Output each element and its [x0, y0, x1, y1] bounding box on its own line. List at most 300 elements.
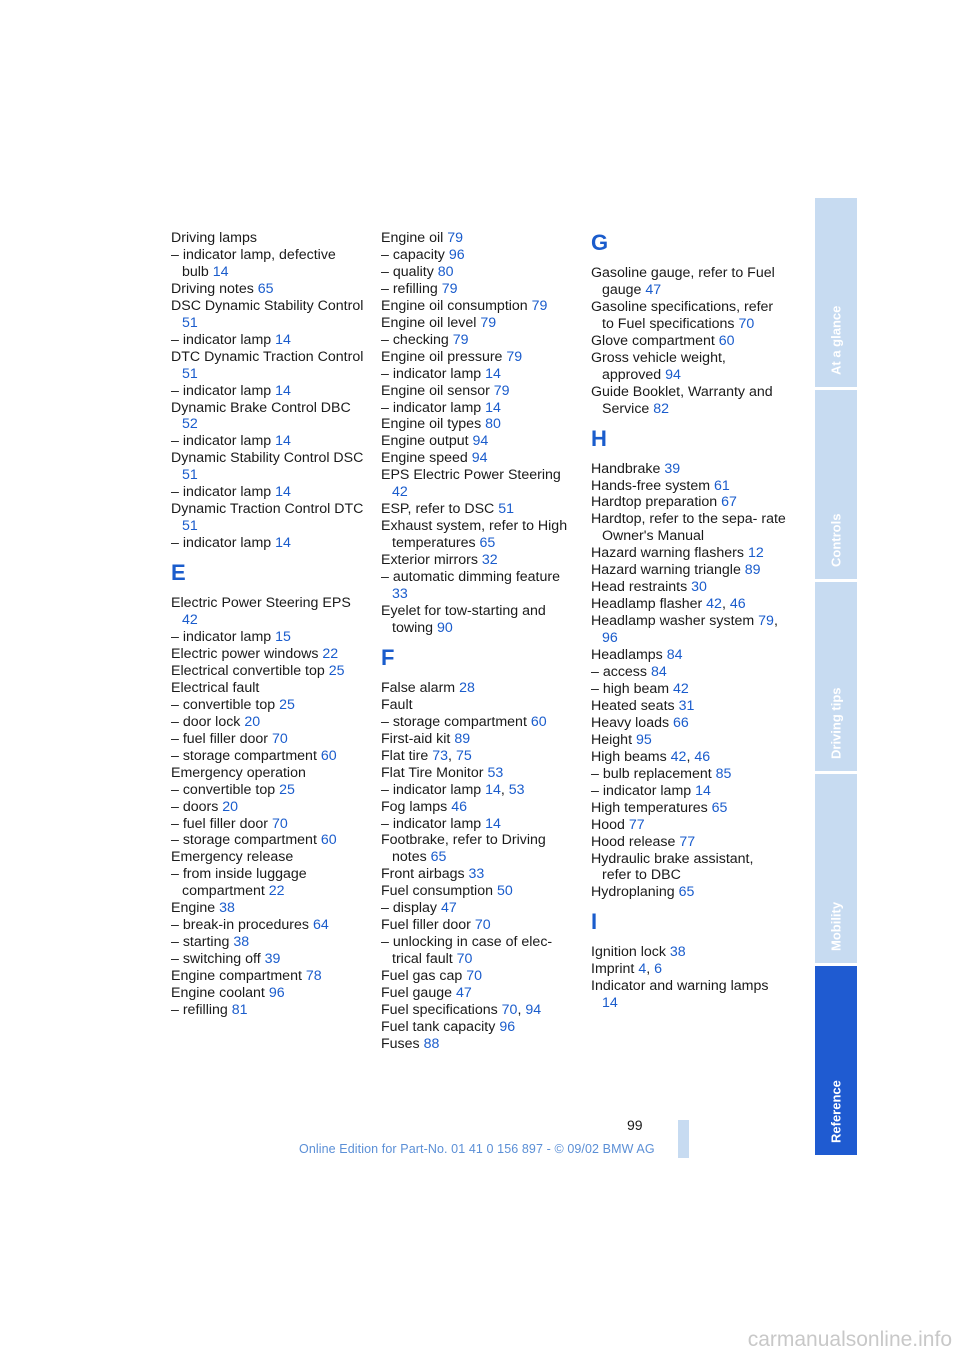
page-reference-link[interactable]: 96	[268, 985, 285, 1002]
index-entry	[381, 765, 576, 782]
page-reference-link[interactable]: 73	[432, 747, 449, 764]
index-entry	[171, 968, 366, 985]
index-subentry	[381, 247, 576, 264]
index-subentry	[171, 951, 366, 968]
index-subentry	[381, 714, 576, 731]
index-subentry	[171, 782, 366, 799]
tab-mobility[interactable]	[815, 774, 857, 963]
page-reference-link[interactable]: 75	[455, 747, 472, 764]
index-subentry	[171, 816, 366, 833]
entry-text: Fuel tank capacity	[381, 1018, 496, 1035]
page-reference-link[interactable]: 38	[233, 934, 250, 951]
index-entry	[171, 765, 366, 782]
entry-text: – indicator lamp	[591, 782, 692, 799]
entry-text: – indicator lamp	[171, 331, 272, 348]
page-reference-link[interactable]: 65	[678, 884, 695, 901]
page-reference-link[interactable]: 79	[758, 613, 774, 630]
entry-text: Exterior mirrors	[381, 552, 478, 569]
entry-text: ESP, refer to DSC	[381, 501, 495, 518]
page-reference-link[interactable]: 94	[525, 1001, 542, 1018]
index-entry	[591, 350, 786, 384]
index-entry	[171, 900, 366, 917]
page-reference-link[interactable]: 80	[437, 263, 454, 280]
watermark: carmanualsonline.info	[747, 1328, 952, 1351]
page-reference-link[interactable]: 70	[271, 730, 288, 747]
page-reference-link[interactable]: 22	[268, 883, 285, 900]
entry-text: – unlocking in case of elec- trical fault	[381, 934, 553, 968]
page-reference-link[interactable]: 70	[738, 315, 755, 332]
page-number-bar	[678, 1120, 689, 1158]
entry-text: – switching off	[171, 951, 261, 968]
index-entry	[381, 917, 576, 934]
page-reference-link[interactable]: 53	[508, 781, 525, 798]
entry-text: Engine oil pressure	[381, 348, 503, 365]
index-entry	[591, 494, 786, 511]
entry-text: – indicator lamp	[171, 382, 272, 399]
page-reference-link[interactable]: 79	[493, 382, 510, 399]
page-reference-link[interactable]: 79	[447, 230, 464, 246]
entry-text: Emergency operation	[171, 764, 306, 781]
index-subentry	[381, 366, 576, 383]
index-subentry	[171, 917, 366, 934]
index-subentry	[171, 714, 366, 731]
page-reference-link[interactable]: 51	[182, 518, 198, 535]
entry-text: Headlamp washer system	[591, 613, 755, 630]
entry-text: Imprint	[591, 961, 635, 978]
index-entry	[171, 230, 366, 247]
page-reference-link[interactable]: 65	[430, 849, 447, 866]
page-reference-link[interactable]: 14	[275, 331, 291, 348]
entry-text: – display	[381, 900, 437, 917]
entry-text: Hands-free system	[591, 477, 711, 494]
page-reference-link[interactable]: 65	[479, 535, 496, 552]
page-reference-link[interactable]: 14	[485, 365, 501, 382]
index-subentry	[381, 400, 576, 417]
page-reference-link[interactable]: 25	[279, 781, 295, 798]
page-reference-link[interactable]: 20	[222, 798, 239, 815]
entry-text: Hardtop preparation	[591, 494, 718, 511]
tab-label: At a glance	[828, 305, 844, 375]
index-subentry: – indicator lamp 14, 53	[381, 781, 525, 798]
page-reference-link[interactable]: 60	[320, 832, 337, 849]
page-reference-link[interactable]: 46	[451, 798, 467, 815]
index-entry	[381, 832, 576, 866]
index-entry	[381, 866, 576, 883]
page-reference-link[interactable]: 4	[638, 961, 647, 978]
index-entry	[171, 450, 366, 484]
tab-driving-tips[interactable]	[815, 582, 857, 771]
index-subentry	[381, 900, 576, 917]
entry-text: – convertible top	[171, 696, 276, 713]
page-reference-link[interactable]: 89	[454, 730, 471, 747]
index-letter-heading: G	[591, 230, 609, 255]
entry-text: – indicator lamp	[381, 781, 482, 798]
entry-text: Heated seats	[591, 697, 675, 714]
index-entry	[171, 849, 366, 866]
index-entry	[381, 1019, 576, 1036]
entry-text: Driving notes	[171, 280, 254, 297]
entry-text: Engine oil types	[381, 416, 482, 433]
page-reference-link[interactable]: 51	[182, 467, 198, 484]
entry-text: – access	[591, 664, 647, 681]
index-entry	[591, 384, 786, 418]
entry-text: – automatic dimming feature	[381, 569, 561, 586]
entry-text: Flat Tire Monitor	[381, 764, 484, 781]
entry-text: Gasoline gauge, refer to Fuel gauge	[591, 265, 775, 298]
entry-text: – indicator lamp, defective bulb	[171, 246, 336, 280]
tab-label: Controls	[828, 513, 844, 567]
page-reference-link[interactable]: 25	[279, 696, 295, 713]
page-reference-link[interactable]: 78	[305, 968, 322, 985]
entry-text: Driving lamps	[171, 230, 257, 246]
index-entry	[381, 1036, 576, 1053]
index-entry	[591, 545, 786, 562]
index-subentry	[381, 264, 576, 281]
index-entry	[381, 501, 576, 518]
tab-label: Reference	[828, 1080, 844, 1143]
page-reference-link[interactable]: 90	[436, 619, 453, 636]
entry-text: – starting	[171, 934, 230, 951]
page-reference-link[interactable]: 77	[679, 833, 696, 850]
page-reference-link[interactable]: 52	[182, 416, 198, 433]
page-reference-link[interactable]: 14	[212, 263, 229, 280]
entry-text: High beams	[591, 748, 667, 765]
page-reference-link[interactable]: 64	[312, 917, 329, 934]
index-subentry	[171, 866, 366, 900]
entry-text: – indicator lamp	[171, 433, 272, 450]
index-subentry	[381, 816, 576, 833]
page-reference-link[interactable]: 79	[506, 348, 523, 365]
index-entry	[381, 799, 576, 816]
entry-text: Fuel gas cap	[381, 968, 463, 985]
page-reference-link[interactable]: 84	[650, 664, 667, 681]
page-reference-link[interactable]: 38	[219, 900, 235, 917]
tab-controls[interactable]	[815, 390, 857, 579]
page-reference-link[interactable]: 47	[440, 900, 457, 917]
page-reference-link[interactable]: 81	[231, 1001, 248, 1018]
entry-text: – indicator lamp	[381, 815, 482, 832]
page-reference-link[interactable]: 53	[487, 764, 504, 781]
entry-text: Hood	[591, 816, 625, 833]
index-entry	[381, 518, 576, 552]
entry-text: Gasoline specifications, refer to Fuel specifications	[591, 298, 774, 332]
entry-text: Hardtop, refer to the sepa- rate Owner's Manual	[591, 511, 786, 545]
page-reference-link[interactable]: 14	[602, 995, 618, 1012]
page-reference-link[interactable]: 61	[714, 477, 730, 494]
entry-text: Engine coolant	[171, 985, 265, 1002]
page-reference-link[interactable]: 39	[664, 460, 681, 477]
index-entry	[381, 230, 576, 247]
index-entry	[381, 383, 576, 400]
index-entry	[381, 416, 576, 433]
entry-text: First-aid kit	[381, 730, 451, 747]
entry-text: Footbrake, refer to Driving notes	[381, 832, 546, 866]
page-reference-link[interactable]: 65	[711, 799, 728, 816]
index-subentry	[381, 569, 576, 603]
page-reference-link[interactable]: 14	[275, 433, 291, 450]
page-reference-link[interactable]: 60	[530, 713, 547, 730]
index-subentry	[171, 832, 366, 849]
index-subentry	[171, 383, 366, 400]
page-reference-link[interactable]: 12	[747, 545, 764, 562]
page-reference-link[interactable]: 33	[468, 866, 485, 883]
index-entry	[171, 349, 366, 383]
index-entry	[381, 552, 576, 569]
index-entry	[591, 265, 786, 299]
entry-text: Hazard warning flashers	[591, 545, 744, 562]
page-reference-link[interactable]: 42	[670, 748, 687, 765]
entry-text: – refilling	[381, 280, 438, 297]
page-reference-link[interactable]: 50	[496, 883, 513, 900]
page-reference-link[interactable]: 42	[673, 680, 689, 697]
entry-text: Engine	[171, 900, 216, 917]
page-reference-link[interactable]: 70	[271, 815, 288, 832]
page-reference-link[interactable]: 33	[392, 586, 408, 603]
index-entry	[171, 501, 366, 535]
entry-text: False alarm	[381, 679, 456, 696]
footer-text: Online Edition for Part-No. 01 41 0 156 897 - © 09/02 BMW AG	[299, 1142, 655, 1156]
tab-reference[interactable]	[815, 966, 857, 1155]
page-reference-link[interactable]: 96	[499, 1018, 516, 1035]
index-entry	[591, 884, 786, 901]
entry-text: Electric power windows	[171, 645, 319, 662]
entry-text: Hydraulic brake assistant, refer to DBC	[591, 850, 754, 884]
index-entry	[591, 511, 786, 545]
page-reference-link[interactable]: 80	[485, 416, 501, 433]
tab-label: Driving tips	[828, 687, 844, 759]
entry-text: – storage compartment	[381, 713, 527, 730]
page-reference-link[interactable]: 85	[715, 765, 732, 782]
page-reference-link[interactable]: 25	[328, 662, 345, 679]
index-entry	[381, 433, 576, 450]
entry-text: Engine oil consumption	[381, 297, 528, 314]
entry-text: – bulb replacement	[591, 765, 712, 782]
entry-text: Hydroplaning	[591, 884, 675, 901]
tab-at-a-glance[interactable]	[815, 198, 857, 387]
page-reference-link[interactable]: 39	[264, 951, 281, 968]
page-reference-link[interactable]: 42	[706, 596, 722, 613]
entry-text: Engine compartment	[171, 968, 302, 985]
index-entry	[591, 478, 786, 495]
page-reference-link[interactable]: 46	[729, 596, 746, 613]
entry-text: Glove compartment	[591, 332, 715, 349]
index-entry: Headlamp washer system 79, 96	[591, 613, 778, 647]
index-subentry	[591, 783, 786, 800]
index-entry	[171, 298, 366, 332]
page-reference-link[interactable]: 51	[182, 314, 198, 331]
page-reference-link[interactable]: 94	[665, 366, 681, 383]
entry-text: Engine oil	[381, 230, 444, 246]
entry-text: High temperatures	[591, 799, 708, 816]
index-entry	[171, 281, 366, 298]
index-entry	[591, 647, 786, 664]
page-reference-link[interactable]: 95	[635, 731, 652, 748]
index-subentry	[171, 731, 366, 748]
index-entry	[381, 349, 576, 366]
entry-text: – indicator lamp	[171, 535, 272, 552]
page-reference-link[interactable]: 96	[448, 246, 465, 263]
section-tabs	[815, 198, 857, 1158]
index-entry	[381, 697, 576, 714]
page-reference-link[interactable]: 89	[744, 562, 761, 579]
page-reference-link[interactable]: 79	[441, 280, 458, 297]
entry-text: – capacity	[381, 246, 445, 263]
entry-text: Dynamic Traction Control DTC	[171, 501, 364, 518]
page-reference-link[interactable]: 14	[275, 484, 291, 501]
index-entry: Headlamp flasher 42, 46	[591, 596, 746, 613]
entry-text: – indicator lamp	[171, 629, 272, 646]
page-reference-link[interactable]: 79	[452, 331, 469, 348]
entry-text: Hazard warning triangle	[591, 562, 741, 579]
page-reference-link[interactable]: 70	[466, 968, 482, 985]
entry-text: Fuses	[381, 1035, 420, 1052]
entry-text: Headlamps	[591, 647, 663, 664]
index-entry	[171, 985, 366, 1002]
index-entry: Fuel specifications 70, 94	[381, 1001, 542, 1018]
index-entry	[171, 680, 366, 697]
entry-text: – break-in procedures	[171, 917, 310, 934]
entry-text: – storage compartment	[171, 832, 317, 849]
entry-text: – doors	[171, 798, 219, 815]
index-column-2	[381, 230, 576, 1053]
index-subentry	[171, 799, 366, 816]
index-entry	[171, 595, 366, 629]
page-reference-link[interactable]: 51	[182, 365, 198, 382]
entry-text: Guide Booklet, Warranty and Service	[591, 383, 773, 417]
page-reference-link[interactable]: 42	[182, 612, 198, 629]
index-entry	[591, 333, 786, 350]
entry-text: – quality	[381, 263, 434, 280]
entry-text: – fuel filler door	[171, 815, 268, 832]
index-entry	[591, 800, 786, 817]
page-reference-link[interactable]: 14	[695, 782, 711, 799]
index-entry	[381, 680, 576, 697]
page-reference-link[interactable]: 65	[257, 280, 274, 297]
page-reference-link[interactable]: 47	[455, 985, 472, 1002]
page-reference-link[interactable]: 70	[474, 917, 491, 934]
page-reference-link[interactable]: 94	[472, 433, 489, 450]
page-reference-link[interactable]: 47	[645, 281, 662, 298]
entry-text: Dynamic Stability Control DSC	[171, 450, 364, 467]
page-reference-link[interactable]: 28	[459, 679, 475, 696]
entry-text: DTC Dynamic Traction Control	[171, 348, 364, 365]
page-reference-link[interactable]: 46	[694, 748, 711, 765]
index-entry	[591, 978, 786, 1012]
entry-text: Engine oil sensor	[381, 382, 490, 399]
page-reference-link[interactable]: 14	[485, 815, 501, 832]
page-reference-link[interactable]: 6	[654, 961, 662, 978]
entry-text: – indicator lamp	[171, 484, 272, 501]
page-reference-link[interactable]: 20	[244, 713, 261, 730]
index-entry	[591, 562, 786, 579]
page-reference-link[interactable]: 32	[481, 552, 498, 569]
entry-text: Height	[591, 731, 633, 748]
page-reference-link[interactable]: 79	[480, 314, 497, 331]
entry-text: Fuel specifications	[381, 1001, 498, 1018]
index-entry	[591, 698, 786, 715]
page-reference-link[interactable]: 31	[678, 697, 695, 714]
entry-text: Front airbags	[381, 866, 465, 883]
index-entry	[381, 467, 576, 501]
page-reference-link[interactable]: 79	[531, 297, 548, 314]
entry-text: Fog lamps	[381, 798, 448, 815]
index-entry	[591, 944, 786, 961]
index-subentry	[171, 247, 366, 281]
page-reference-link[interactable]: 84	[666, 647, 683, 664]
entry-text: Hood release	[591, 833, 676, 850]
entry-text: – storage compartment	[171, 747, 317, 764]
page-reference-link[interactable]: 66	[673, 714, 689, 731]
index-column-1	[171, 230, 366, 1019]
page-number: 99	[627, 1117, 643, 1133]
entry-text: Electric Power Steering EPS	[171, 595, 351, 612]
index-subentry	[171, 332, 366, 349]
page-reference-link[interactable]: 60	[718, 332, 735, 349]
page-reference-link[interactable]: 94	[471, 450, 488, 467]
page-reference-link[interactable]: 60	[320, 747, 337, 764]
index-subentry	[171, 629, 366, 646]
index-entry	[171, 663, 366, 680]
entry-text: Flat tire	[381, 747, 429, 764]
index-entry: Imprint 4, 6	[591, 961, 662, 978]
page-reference-link[interactable]: 70	[501, 1001, 518, 1018]
entry-text: – indicator lamp	[381, 399, 482, 416]
page-reference-link[interactable]: 67	[721, 494, 737, 511]
index-subentry	[381, 934, 576, 968]
page-reference-link[interactable]: 88	[423, 1035, 440, 1052]
page-reference-link[interactable]: 77	[628, 816, 645, 833]
index-subentry	[381, 281, 576, 298]
index-entry	[591, 715, 786, 732]
page-reference-link[interactable]: 14	[485, 781, 501, 798]
index-column-3	[591, 230, 786, 1012]
page-reference-link[interactable]: 51	[498, 501, 515, 518]
page-reference-link[interactable]: 14	[485, 399, 501, 416]
index-subentry	[171, 433, 366, 450]
entry-text: Electrical fault	[171, 679, 260, 696]
page-reference-link[interactable]: 38	[669, 944, 686, 961]
entry-text: Gross vehicle weight, approved	[591, 349, 726, 383]
page-reference-link[interactable]: 14	[275, 535, 291, 552]
index-subentry	[171, 1002, 366, 1019]
index-subentry	[171, 748, 366, 765]
index-subentry	[171, 697, 366, 714]
index-entry	[591, 817, 786, 834]
index-subentry	[591, 766, 786, 783]
index-entry	[381, 298, 576, 315]
entry-text: EPS Electric Power Steering	[381, 467, 561, 484]
entry-text: – fuel filler door	[171, 730, 268, 747]
page-reference-link[interactable]: 14	[275, 382, 291, 399]
page-reference-link[interactable]: 42	[392, 484, 408, 501]
entry-text: Head restraints	[591, 579, 688, 596]
page-reference-link[interactable]: 15	[275, 629, 291, 646]
entry-text: Electrical convertible top	[171, 662, 325, 679]
page-reference-link[interactable]: 30	[691, 579, 707, 596]
entry-text: Engine speed	[381, 450, 468, 467]
index-entry	[591, 579, 786, 596]
entry-text: – refilling	[171, 1001, 228, 1018]
entry-text: Ignition lock	[591, 944, 666, 961]
page-reference-link[interactable]: 82	[653, 400, 670, 417]
entry-text: Fuel filler door	[381, 917, 471, 934]
page-reference-link[interactable]: 70	[456, 951, 473, 968]
entry-text: Fuel consumption	[381, 883, 493, 900]
page-reference-link[interactable]: 96	[602, 630, 618, 647]
entry-text: – indicator lamp	[381, 365, 482, 382]
entry-text: Eyelet for tow-starting and towing	[381, 602, 546, 636]
page-reference-link[interactable]: 22	[322, 645, 339, 662]
